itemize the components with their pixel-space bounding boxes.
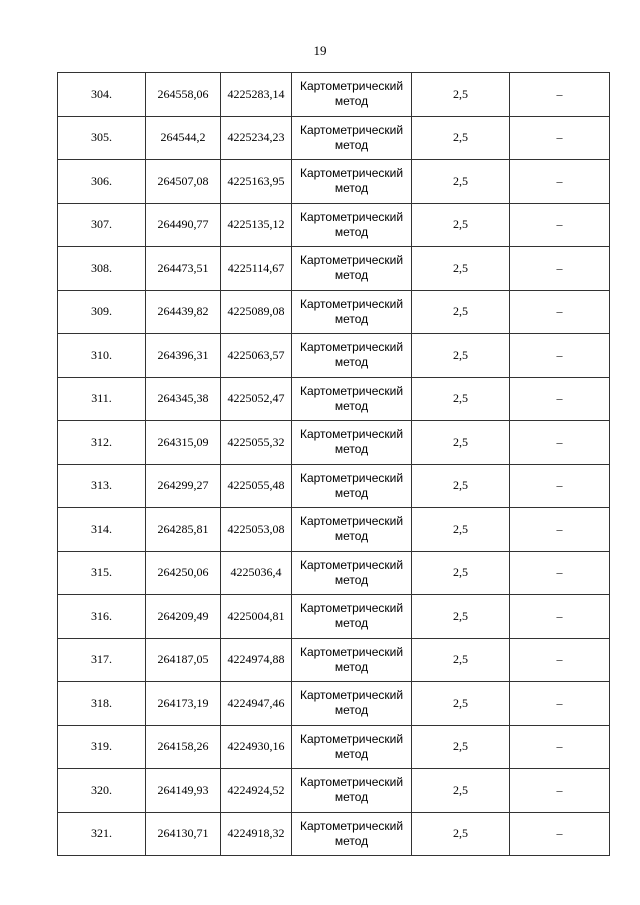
method-text: Картометрический метод: [299, 818, 404, 848]
description-cell: –: [510, 247, 610, 291]
method-cell: [292, 464, 412, 508]
description-cell: –: [510, 551, 610, 595]
method-cell: [292, 508, 412, 552]
table-row: [58, 551, 610, 595]
y-coordinate-cell: 4224918,32: [221, 812, 292, 856]
table-row: [58, 421, 610, 465]
table-row: [58, 247, 610, 291]
description-cell: –: [510, 160, 610, 204]
table-row: [58, 160, 610, 204]
point-number-cell: 305.: [58, 116, 146, 160]
description-cell: –: [510, 334, 610, 378]
method-text: Картометрический метод: [299, 253, 404, 283]
y-coordinate-cell: 4224924,52: [221, 769, 292, 813]
point-number-cell: 318.: [58, 682, 146, 726]
description-cell: –: [510, 812, 610, 856]
method-cell: [292, 769, 412, 813]
point-number-cell: 317.: [58, 638, 146, 682]
description-cell: –: [510, 377, 610, 421]
table-row: [58, 725, 610, 769]
method-text: Картометрический метод: [299, 209, 404, 239]
x-coordinate-cell: 264173,19: [146, 682, 221, 726]
table-row: [58, 508, 610, 552]
y-coordinate-cell: 4225004,81: [221, 595, 292, 639]
x-coordinate-cell: 264439,82: [146, 290, 221, 334]
point-number-cell: 315.: [58, 551, 146, 595]
y-coordinate-cell: 4225055,32: [221, 421, 292, 465]
method-cell: [292, 551, 412, 595]
table-row: [58, 377, 610, 421]
accuracy-cell: 2,5: [412, 769, 510, 813]
description-cell: –: [510, 725, 610, 769]
point-number-cell: 316.: [58, 595, 146, 639]
point-number-cell: 308.: [58, 247, 146, 291]
method-cell: [292, 377, 412, 421]
y-coordinate-cell: 4224974,88: [221, 638, 292, 682]
method-cell: [292, 812, 412, 856]
accuracy-cell: 2,5: [412, 247, 510, 291]
method-cell: [292, 247, 412, 291]
description-cell: –: [510, 508, 610, 552]
x-coordinate-cell: 264558,06: [146, 73, 221, 117]
x-coordinate-cell: 264345,38: [146, 377, 221, 421]
accuracy-cell: 2,5: [412, 334, 510, 378]
y-coordinate-cell: 4225089,08: [221, 290, 292, 334]
accuracy-cell: 2,5: [412, 725, 510, 769]
accuracy-cell: 2,5: [412, 377, 510, 421]
description-cell: –: [510, 73, 610, 117]
x-coordinate-cell: 264149,93: [146, 769, 221, 813]
method-cell: [292, 116, 412, 160]
x-coordinate-cell: 264187,05: [146, 638, 221, 682]
method-text: Картометрический метод: [299, 601, 404, 631]
point-number-cell: 313.: [58, 464, 146, 508]
x-coordinate-cell: 264299,27: [146, 464, 221, 508]
accuracy-cell: 2,5: [412, 682, 510, 726]
accuracy-cell: 2,5: [412, 421, 510, 465]
x-coordinate-cell: 264544,2: [146, 116, 221, 160]
method-cell: [292, 290, 412, 334]
accuracy-cell: 2,5: [412, 638, 510, 682]
y-coordinate-cell: 4225036,4: [221, 551, 292, 595]
description-cell: –: [510, 638, 610, 682]
method-cell: [292, 725, 412, 769]
point-number-cell: 310.: [58, 334, 146, 378]
method-text: Картометрический метод: [299, 688, 404, 718]
method-cell: [292, 595, 412, 639]
table-row: [58, 464, 610, 508]
description-cell: –: [510, 116, 610, 160]
method-text: Картометрический метод: [299, 775, 404, 805]
x-coordinate-cell: 264130,71: [146, 812, 221, 856]
description-cell: –: [510, 595, 610, 639]
table-row: [58, 334, 610, 378]
description-cell: –: [510, 682, 610, 726]
x-coordinate-cell: 264209,49: [146, 595, 221, 639]
point-number-cell: 312.: [58, 421, 146, 465]
accuracy-cell: 2,5: [412, 551, 510, 595]
method-text: Картометрический метод: [299, 644, 404, 674]
accuracy-cell: 2,5: [412, 508, 510, 552]
point-number-cell: 314.: [58, 508, 146, 552]
coordinates-table-body: [58, 73, 610, 856]
accuracy-cell: 2,5: [412, 160, 510, 204]
accuracy-cell: 2,5: [412, 595, 510, 639]
method-text: Картометрический метод: [299, 122, 404, 152]
table-row: [58, 116, 610, 160]
table-row: [58, 290, 610, 334]
accuracy-cell: 2,5: [412, 203, 510, 247]
description-cell: –: [510, 290, 610, 334]
x-coordinate-cell: 264315,09: [146, 421, 221, 465]
table-row: [58, 682, 610, 726]
method-cell: [292, 73, 412, 117]
method-text: Картометрический метод: [299, 731, 404, 761]
point-number-cell: 309.: [58, 290, 146, 334]
method-text: Картометрический метод: [299, 514, 404, 544]
point-number-cell: 321.: [58, 812, 146, 856]
accuracy-cell: 2,5: [412, 464, 510, 508]
x-coordinate-cell: 264507,08: [146, 160, 221, 204]
method-cell: [292, 334, 412, 378]
method-text: Картометрический метод: [299, 557, 404, 587]
method-text: Картометрический метод: [299, 383, 404, 413]
accuracy-cell: 2,5: [412, 812, 510, 856]
method-text: Картометрический метод: [299, 166, 404, 196]
method-text: Картометрический метод: [299, 340, 404, 370]
point-number-cell: 307.: [58, 203, 146, 247]
description-cell: –: [510, 421, 610, 465]
page-number: 19: [313, 43, 327, 58]
table-row: [58, 769, 610, 813]
point-number-cell: 320.: [58, 769, 146, 813]
y-coordinate-cell: 4225053,08: [221, 508, 292, 552]
y-coordinate-cell: 4224930,16: [221, 725, 292, 769]
accuracy-cell: 2,5: [412, 290, 510, 334]
x-coordinate-cell: 264490,77: [146, 203, 221, 247]
point-number-cell: 306.: [58, 160, 146, 204]
point-number-cell: 311.: [58, 377, 146, 421]
y-coordinate-cell: 4225055,48: [221, 464, 292, 508]
y-coordinate-cell: 4225283,14: [221, 73, 292, 117]
y-coordinate-cell: 4225135,12: [221, 203, 292, 247]
method-text: Картометрический метод: [299, 427, 404, 457]
y-coordinate-cell: 4225052,47: [221, 377, 292, 421]
description-cell: –: [510, 203, 610, 247]
y-coordinate-cell: 4225234,23: [221, 116, 292, 160]
table-row: [58, 638, 610, 682]
x-coordinate-cell: 264158,26: [146, 725, 221, 769]
accuracy-cell: 2,5: [412, 73, 510, 117]
x-coordinate-cell: 264250,06: [146, 551, 221, 595]
method-cell: [292, 160, 412, 204]
y-coordinate-cell: 4225114,67: [221, 247, 292, 291]
method-cell: [292, 421, 412, 465]
table-row: [58, 73, 610, 117]
accuracy-cell: 2,5: [412, 116, 510, 160]
method-text: Картометрический метод: [299, 470, 404, 500]
x-coordinate-cell: 264285,81: [146, 508, 221, 552]
point-number-cell: 319.: [58, 725, 146, 769]
table-row: [58, 812, 610, 856]
method-cell: [292, 682, 412, 726]
method-cell: [292, 638, 412, 682]
method-cell: [292, 203, 412, 247]
x-coordinate-cell: 264396,31: [146, 334, 221, 378]
description-cell: –: [510, 769, 610, 813]
y-coordinate-cell: 4225163,95: [221, 160, 292, 204]
point-number-cell: 304.: [58, 73, 146, 117]
table-row: [58, 203, 610, 247]
y-coordinate-cell: 4225063,57: [221, 334, 292, 378]
y-coordinate-cell: 4224947,46: [221, 682, 292, 726]
method-text: Картометрический метод: [299, 296, 404, 326]
table-row: [58, 595, 610, 639]
coordinates-table: [57, 72, 610, 856]
method-text: Картометрический метод: [299, 79, 404, 109]
x-coordinate-cell: 264473,51: [146, 247, 221, 291]
description-cell: –: [510, 464, 610, 508]
